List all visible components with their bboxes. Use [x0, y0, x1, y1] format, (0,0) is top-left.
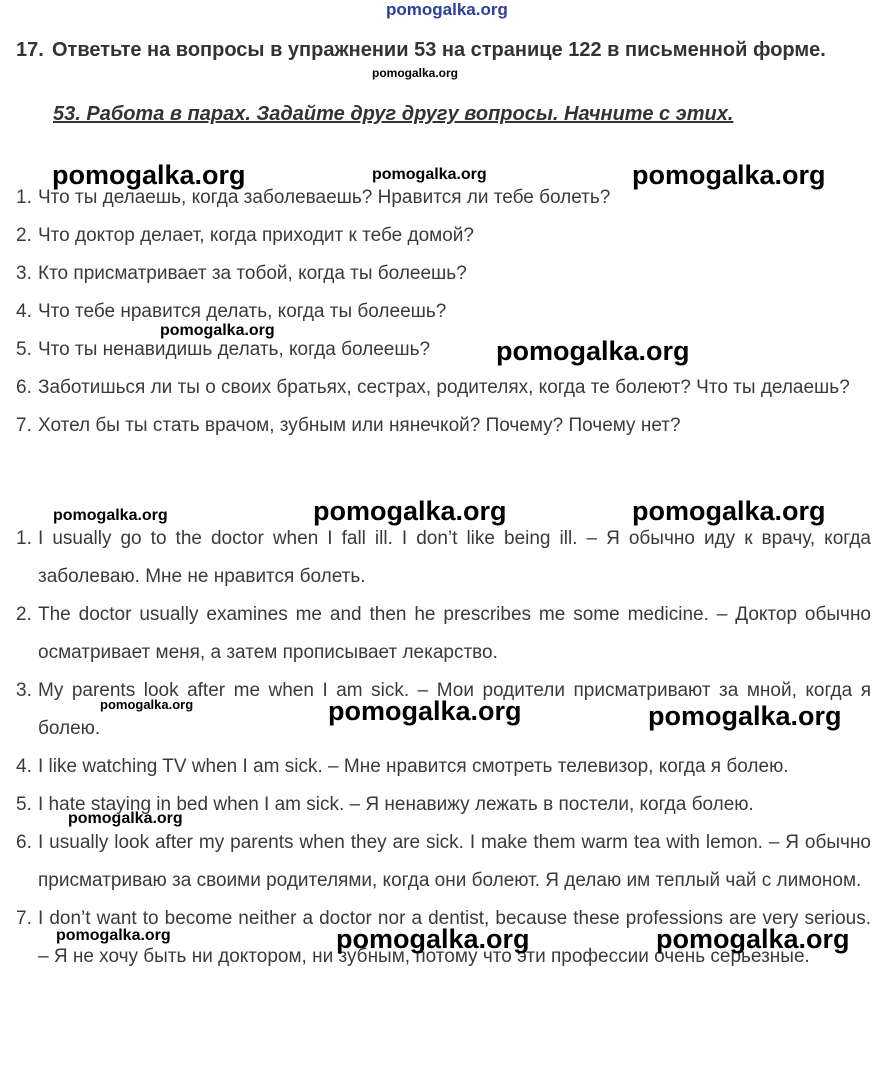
answer-item: 5. I hate staying in bed when I am sick. – Я ненавижу лежать в постели, когда болею. — [16, 794, 754, 815]
question-item: 6. Заботишься ли ты о своих братьях, сестрах, родителях, когда те болеют? Что ты делаешь? — [16, 377, 850, 398]
watermark: pomogalka.org — [632, 496, 826, 526]
watermark: pomogalka.org — [68, 810, 183, 827]
question-item: 7. Хотел бы ты стать врачом, зубным или нянечкой? Почему? Почему нет? — [16, 415, 681, 436]
answer-item: 7. I don’t want to become neither a doctor nor a dentist, because these professions are very serious. – Я не хочу быть ни доктором, ни зубным, потому что эти профессии очень серьезные. — [16, 908, 871, 967]
watermark: pomogalka.org — [100, 697, 194, 712]
watermark: pomogalka.org — [160, 322, 275, 339]
watermark: pomogalka.org — [53, 507, 168, 524]
task-heading — [16, 31, 872, 69]
watermark: pomogalka.org — [336, 924, 530, 954]
question-item: 4. Что тебе нравится делать, когда ты болеешь? — [16, 301, 447, 322]
answers-list — [16, 520, 871, 976]
question-item: 2. Что доктор делает, когда приходит к тебе домой? — [16, 225, 474, 246]
watermark: pomogalka.org — [372, 166, 487, 183]
task-text: Ответьте на вопросы в упражнении 53 на странице 122 в письменной форме. — [52, 39, 826, 61]
watermark: pomogalka.org — [52, 160, 246, 190]
watermark: pomogalka.org — [372, 66, 459, 80]
task-number: 17. — [16, 39, 44, 61]
watermark: pomogalka.org — [328, 696, 522, 726]
question-item: 5. Что ты ненавидишь делать, когда болеешь? — [16, 339, 431, 360]
watermark: pomogalka.org — [648, 701, 842, 731]
watermark: pomogalka.org — [656, 924, 850, 954]
answer-item: 3. My parents look after me when I am sick. – Мои родители присматривают за мной, когда я болею. — [16, 680, 871, 739]
answer-item: 6. I usually look after my parents when they are sick. I make them warm tea with lemon. – Я обычно присматриваю за своими родителями, когда они болеют. Я делаю им теплый чай с лимоном. — [16, 832, 871, 891]
watermark: pomogalka.org — [496, 336, 690, 366]
question-item: 3. Кто присматривает за тобой, когда ты болеешь? — [16, 263, 467, 284]
watermark: pomogalka.org — [313, 496, 507, 526]
answer-item: 4. I like watching TV when I am sick. – Мне нравится смотреть телевизор, когда я болею. — [16, 756, 789, 777]
exercise-subtitle: 53. Работа в парах. Задайте друг другу вопросы. Начните с этих. — [53, 103, 734, 125]
watermark: pomogalka.org — [632, 160, 826, 190]
answer-item: 2. The doctor usually examines me and then he prescribes me some medicine. – Доктор обычно осматривает меня, а затем прописывает лекарство. — [16, 604, 871, 663]
question-item: 1. Что ты делаешь, когда заболеваешь? Нравится ли тебе болеть? — [16, 187, 611, 208]
answer-item: 1. I usually go to the doctor when I fall ill. I don’t like being ill. – Я обычно иду к врачу, когда заболеваю. Мне не нравится болеть. — [16, 528, 871, 587]
watermark-top: pomogalka.org — [386, 0, 508, 19]
watermark: pomogalka.org — [56, 927, 171, 944]
questions-list — [16, 179, 871, 445]
